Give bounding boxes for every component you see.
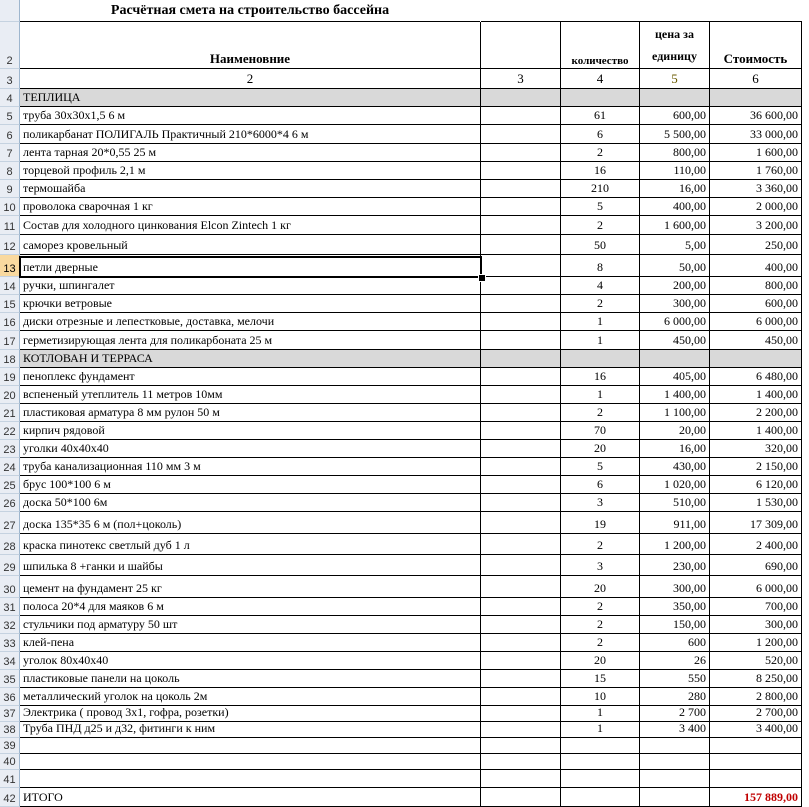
cell-quantity[interactable]: 6 bbox=[561, 125, 640, 144]
cell-unit-price[interactable]: 6 000,00 bbox=[640, 313, 710, 331]
cell-cost[interactable]: 1 400,00 bbox=[710, 422, 802, 440]
cell-quantity[interactable]: 2 bbox=[561, 634, 640, 652]
cell-quantity[interactable]: 20 bbox=[561, 576, 640, 598]
cell-cost[interactable]: 320,00 bbox=[710, 440, 802, 458]
cell-quantity[interactable]: 16 bbox=[561, 162, 640, 180]
col-number-b[interactable]: 3 bbox=[481, 69, 561, 89]
cell-cost[interactable]: 3 200,00 bbox=[710, 216, 802, 235]
cell-cost[interactable]: 520,00 bbox=[710, 652, 802, 670]
cell-quantity[interactable]: 1 bbox=[561, 722, 640, 738]
cell-name[interactable]: петли дверные bbox=[20, 255, 481, 277]
row-header[interactable]: 16 bbox=[0, 313, 20, 331]
cell-name[interactable] bbox=[20, 754, 481, 770]
row-header[interactable]: 12 bbox=[0, 235, 20, 255]
cell-col-b[interactable] bbox=[481, 295, 561, 313]
cell-quantity[interactable] bbox=[561, 738, 640, 754]
column-number-row bbox=[0, 69, 809, 89]
row-header[interactable]: 31 bbox=[0, 598, 20, 616]
header-quantity[interactable]: количество bbox=[561, 22, 640, 69]
cell-unit-price[interactable]: 911,00 bbox=[640, 512, 710, 534]
cell-unit-price[interactable]: 550 bbox=[640, 670, 710, 688]
row-header[interactable]: 18 bbox=[0, 350, 20, 368]
row-header[interactable]: 26 bbox=[0, 494, 20, 512]
cell-name[interactable]: крючки ветровые bbox=[20, 295, 481, 313]
table-row bbox=[0, 295, 809, 313]
cell-col-b[interactable] bbox=[481, 770, 561, 788]
table-row bbox=[0, 722, 809, 738]
row-header[interactable]: 17 bbox=[0, 331, 20, 350]
header-unit-price[interactable]: цена за единицу bbox=[640, 22, 710, 69]
cell-quantity[interactable]: 15 bbox=[561, 670, 640, 688]
cell-cost[interactable]: 690,00 bbox=[710, 555, 802, 576]
cell-col-b[interactable] bbox=[481, 107, 561, 125]
cell-col-b[interactable] bbox=[481, 180, 561, 198]
cell-quantity[interactable]: 16 bbox=[561, 368, 640, 386]
cell-quantity[interactable]: 70 bbox=[561, 422, 640, 440]
table-row bbox=[0, 216, 809, 235]
cell-name[interactable]: уголки 40х40х40 bbox=[20, 440, 481, 458]
cell-col-b[interactable] bbox=[481, 670, 561, 688]
title-row bbox=[0, 0, 809, 22]
table-row bbox=[0, 331, 809, 350]
cell-name[interactable]: герметизирующая лента для поликарбоната 25 м bbox=[20, 331, 481, 350]
cell-col-b[interactable] bbox=[481, 788, 561, 807]
section-row bbox=[0, 350, 809, 368]
cell-quantity[interactable]: 2 bbox=[561, 534, 640, 555]
table-row bbox=[0, 512, 809, 534]
header-col-b[interactable] bbox=[481, 22, 561, 69]
row-header[interactable]: 42 bbox=[0, 788, 20, 807]
row-header[interactable]: 33 bbox=[0, 634, 20, 652]
cell-cost[interactable] bbox=[710, 350, 802, 368]
row-header[interactable]: 9 bbox=[0, 180, 20, 198]
table-row bbox=[0, 476, 809, 494]
cell-unit-price[interactable]: 200,00 bbox=[640, 277, 710, 295]
cell-unit-price[interactable] bbox=[640, 350, 710, 368]
cell-cost[interactable]: 157 889,00 bbox=[710, 788, 802, 807]
cell-name[interactable]: доска 50*100 6м bbox=[20, 494, 481, 512]
table-row bbox=[0, 198, 809, 216]
cell-col-b[interactable] bbox=[481, 386, 561, 404]
cell-quantity[interactable]: 6 bbox=[561, 476, 640, 494]
row-header-3[interactable]: 3 bbox=[0, 69, 20, 89]
cell-cost[interactable]: 250,00 bbox=[710, 235, 802, 255]
cell-quantity[interactable]: 20 bbox=[561, 440, 640, 458]
cell-cost[interactable]: 1 530,00 bbox=[710, 494, 802, 512]
cell-cost[interactable]: 6 000,00 bbox=[710, 576, 802, 598]
table-row bbox=[0, 313, 809, 331]
cell-col-b[interactable] bbox=[481, 634, 561, 652]
cell-quantity[interactable]: 1 bbox=[561, 706, 640, 722]
row-header[interactable]: 38 bbox=[0, 722, 20, 738]
cell-col-b[interactable] bbox=[481, 738, 561, 754]
cell-quantity[interactable] bbox=[561, 350, 640, 368]
cell-name[interactable]: саморез кровельный bbox=[20, 235, 481, 255]
col-number-e[interactable]: 6 bbox=[710, 69, 802, 89]
row-header[interactable]: 20 bbox=[0, 386, 20, 404]
cell-unit-price[interactable]: 405,00 bbox=[640, 368, 710, 386]
cell-name[interactable]: торцевой профиль 2,1 м bbox=[20, 162, 481, 180]
cell-col-b[interactable] bbox=[481, 144, 561, 162]
cell-col-b[interactable] bbox=[481, 331, 561, 350]
cell-col-b[interactable] bbox=[481, 162, 561, 180]
table-row bbox=[0, 107, 809, 125]
cell-name[interactable] bbox=[20, 770, 481, 788]
cell-name[interactable]: стульчики под арматуру 50 шт bbox=[20, 616, 481, 634]
cell-unit-price[interactable]: 230,00 bbox=[640, 555, 710, 576]
cell-d1[interactable] bbox=[640, 0, 710, 22]
cell-cost[interactable]: 6 480,00 bbox=[710, 368, 802, 386]
cell-col-b[interactable] bbox=[481, 652, 561, 670]
cell-unit-price[interactable]: 300,00 bbox=[640, 576, 710, 598]
cell-cost[interactable] bbox=[710, 89, 802, 107]
table-row bbox=[0, 144, 809, 162]
col-number-a[interactable]: 2 bbox=[20, 69, 481, 89]
header-name[interactable]: Наименовние bbox=[20, 22, 481, 69]
cell-col-b[interactable] bbox=[481, 350, 561, 368]
cell-cost[interactable]: 3 360,00 bbox=[710, 180, 802, 198]
row-header[interactable]: 15 bbox=[0, 295, 20, 313]
cell-unit-price[interactable]: 150,00 bbox=[640, 616, 710, 634]
cell-cost[interactable]: 8 250,00 bbox=[710, 670, 802, 688]
cell-name[interactable]: уголок 80х40х40 bbox=[20, 652, 481, 670]
cell-name[interactable]: труба 30х30х1,5 6 м bbox=[20, 107, 481, 125]
row-header[interactable]: 8 bbox=[0, 162, 20, 180]
cell-col-b[interactable] bbox=[481, 368, 561, 386]
table-row bbox=[0, 162, 809, 180]
table-row bbox=[0, 706, 809, 722]
cell-name[interactable]: Труба ПНД д25 и д32, фитинги к ним bbox=[20, 722, 481, 738]
row-header[interactable]: 7 bbox=[0, 144, 20, 162]
row-header[interactable]: 11 bbox=[0, 216, 20, 235]
cell-unit-price[interactable]: 400,00 bbox=[640, 198, 710, 216]
table-row bbox=[0, 670, 809, 688]
cell-quantity[interactable]: 2 bbox=[561, 295, 640, 313]
cell-col-b[interactable] bbox=[481, 458, 561, 476]
cell-cost[interactable]: 2 400,00 bbox=[710, 534, 802, 555]
table-row bbox=[0, 440, 809, 458]
cell-cost[interactable]: 2 150,00 bbox=[710, 458, 802, 476]
section-row bbox=[0, 89, 809, 107]
cell-cost[interactable]: 2 700,00 bbox=[710, 706, 802, 722]
row-header[interactable]: 39 bbox=[0, 738, 20, 754]
cell-name[interactable]: клей-пена bbox=[20, 634, 481, 652]
table-row bbox=[0, 494, 809, 512]
row-header[interactable]: 14 bbox=[0, 277, 20, 295]
sheet-title[interactable]: Расчётная смета на строительство бассейна bbox=[20, 0, 480, 22]
cell-unit-price[interactable]: 16,00 bbox=[640, 180, 710, 198]
table-row bbox=[0, 235, 809, 255]
cell-name[interactable]: поликарбанат ПОЛИГАЛЬ Практичный 210*6000*4 6 м bbox=[20, 125, 481, 144]
cell-quantity[interactable]: 1 bbox=[561, 386, 640, 404]
cell-unit-price[interactable]: 1 200,00 bbox=[640, 534, 710, 555]
cell-col-b[interactable] bbox=[481, 688, 561, 706]
cell-cost[interactable]: 2 200,00 bbox=[710, 404, 802, 422]
cell-name[interactable]: кирпич рядовой bbox=[20, 422, 481, 440]
cell-quantity[interactable]: 10 bbox=[561, 688, 640, 706]
cell-unit-price[interactable] bbox=[640, 738, 710, 754]
cell-quantity[interactable]: 210 bbox=[561, 180, 640, 198]
cell-unit-price[interactable]: 20,00 bbox=[640, 422, 710, 440]
cell-cost[interactable]: 1 600,00 bbox=[710, 144, 802, 162]
cell-unit-price[interactable]: 430,00 bbox=[640, 458, 710, 476]
table-row bbox=[0, 180, 809, 198]
cell-quantity[interactable] bbox=[561, 788, 640, 807]
row-header-2[interactable]: 2 bbox=[0, 22, 20, 69]
row-header[interactable]: 4 bbox=[0, 89, 20, 107]
cell-quantity[interactable]: 20 bbox=[561, 652, 640, 670]
cell-quantity[interactable]: 3 bbox=[561, 494, 640, 512]
cell-col-b[interactable] bbox=[481, 235, 561, 255]
cell-quantity[interactable]: 5 bbox=[561, 458, 640, 476]
cell-name[interactable]: ТЕПЛИЦА bbox=[20, 89, 481, 107]
cell-c1[interactable] bbox=[561, 0, 640, 22]
row-header[interactable]: 13 bbox=[0, 255, 20, 277]
header-cost[interactable]: Стоимость bbox=[710, 22, 802, 69]
table-row bbox=[0, 598, 809, 616]
cell-quantity[interactable] bbox=[561, 89, 640, 107]
cell-name[interactable]: проволока сварочная 1 кг bbox=[20, 198, 481, 216]
cell-cost[interactable]: 17 309,00 bbox=[710, 512, 802, 534]
cell-name[interactable]: КОТЛОВАН И ТЕРРАСА bbox=[20, 350, 481, 368]
row-header[interactable]: 28 bbox=[0, 534, 20, 555]
cell-col-b[interactable] bbox=[481, 598, 561, 616]
cell-cost[interactable]: 2 800,00 bbox=[710, 688, 802, 706]
row-header[interactable]: 30 bbox=[0, 576, 20, 598]
cell-unit-price[interactable] bbox=[640, 788, 710, 807]
cell-unit-price[interactable] bbox=[640, 770, 710, 788]
cell-name[interactable]: цемент на фундамент 25 кг bbox=[20, 576, 481, 598]
row-header[interactable]: 19 bbox=[0, 368, 20, 386]
cell-unit-price[interactable]: 1 400,00 bbox=[640, 386, 710, 404]
cell-cost[interactable] bbox=[710, 770, 802, 788]
cell-unit-price[interactable]: 26 bbox=[640, 652, 710, 670]
cell-cost[interactable]: 33 000,00 bbox=[710, 125, 802, 144]
row-header[interactable]: 25 bbox=[0, 476, 20, 494]
cell-unit-price[interactable]: 1 020,00 bbox=[640, 476, 710, 494]
cell-quantity[interactable]: 2 bbox=[561, 616, 640, 634]
row-header-1[interactable] bbox=[0, 0, 20, 22]
cell-unit-price[interactable]: 5 500,00 bbox=[640, 125, 710, 144]
row-header[interactable]: 6 bbox=[0, 125, 20, 144]
cell-e1[interactable] bbox=[710, 0, 802, 22]
row-header[interactable]: 32 bbox=[0, 616, 20, 634]
cell-name[interactable]: термошайба bbox=[20, 180, 481, 198]
cell-unit-price[interactable]: 800,00 bbox=[640, 144, 710, 162]
cell-unit-price[interactable]: 600 bbox=[640, 634, 710, 652]
cell-cost[interactable]: 2 000,00 bbox=[710, 198, 802, 216]
cell-quantity[interactable]: 2 bbox=[561, 144, 640, 162]
cell-col-b[interactable] bbox=[481, 616, 561, 634]
cell-unit-price[interactable]: 600,00 bbox=[640, 107, 710, 125]
cell-col-b[interactable] bbox=[481, 722, 561, 738]
table-row bbox=[0, 652, 809, 670]
table-row bbox=[0, 386, 809, 404]
cell-name[interactable]: ручки, шпингалет bbox=[20, 277, 481, 295]
cell-cost[interactable]: 450,00 bbox=[710, 331, 802, 350]
cell-name[interactable]: пластиковая арматура 8 мм рулон 50 м bbox=[20, 404, 481, 422]
cell-cost[interactable]: 1 200,00 bbox=[710, 634, 802, 652]
cell-b1[interactable] bbox=[481, 0, 561, 22]
table-row bbox=[0, 125, 809, 144]
cell-col-b[interactable] bbox=[481, 255, 561, 277]
cell-unit-price[interactable]: 300,00 bbox=[640, 295, 710, 313]
cell-quantity[interactable]: 19 bbox=[561, 512, 640, 534]
cell-col-b[interactable] bbox=[481, 576, 561, 598]
cell-col-b[interactable] bbox=[481, 422, 561, 440]
row-header[interactable]: 37 bbox=[0, 706, 20, 722]
cell-col-b[interactable] bbox=[481, 706, 561, 722]
cell-cost[interactable] bbox=[710, 738, 802, 754]
cell-name[interactable]: диски отрезные и лепестковые, доставка, мелочи bbox=[20, 313, 481, 331]
cell-col-b[interactable] bbox=[481, 512, 561, 534]
cell-cost[interactable]: 1 400,00 bbox=[710, 386, 802, 404]
row-header[interactable]: 21 bbox=[0, 404, 20, 422]
cell-unit-price[interactable]: 5,00 bbox=[640, 235, 710, 255]
cell-quantity[interactable]: 4 bbox=[561, 277, 640, 295]
cell-quantity[interactable] bbox=[561, 754, 640, 770]
cell-quantity[interactable]: 2 bbox=[561, 216, 640, 235]
cell-cost[interactable]: 300,00 bbox=[710, 616, 802, 634]
cell-name[interactable]: металлический уголок на цоколь 2м bbox=[20, 688, 481, 706]
cell-name[interactable]: полоса 20*4 для маяков 6 м bbox=[20, 598, 481, 616]
cell-col-b[interactable] bbox=[481, 404, 561, 422]
cell-cost[interactable]: 36 600,00 bbox=[710, 107, 802, 125]
row-header[interactable]: 29 bbox=[0, 555, 20, 576]
table-row bbox=[0, 770, 809, 788]
cell-name[interactable] bbox=[20, 738, 481, 754]
cell-quantity[interactable]: 2 bbox=[561, 404, 640, 422]
table-row bbox=[0, 634, 809, 652]
cell-col-b[interactable] bbox=[481, 555, 561, 576]
row-header[interactable]: 36 bbox=[0, 688, 20, 706]
cell-quantity[interactable]: 1 bbox=[561, 331, 640, 350]
table-row bbox=[0, 404, 809, 422]
cell-col-b[interactable] bbox=[481, 754, 561, 770]
table-row bbox=[0, 458, 809, 476]
row-header[interactable]: 10 bbox=[0, 198, 20, 216]
row-header[interactable]: 35 bbox=[0, 670, 20, 688]
cell-cost[interactable]: 700,00 bbox=[710, 598, 802, 616]
row-header[interactable]: 22 bbox=[0, 422, 20, 440]
cell-col-b[interactable] bbox=[481, 494, 561, 512]
cell-name[interactable]: вспененый утеплитель 11 метров 10мм bbox=[20, 386, 481, 404]
row-header[interactable]: 24 bbox=[0, 458, 20, 476]
cell-col-b[interactable] bbox=[481, 534, 561, 555]
cell-cost[interactable]: 600,00 bbox=[710, 295, 802, 313]
cell-cost[interactable]: 6 000,00 bbox=[710, 313, 802, 331]
cell-unit-price[interactable]: 510,00 bbox=[640, 494, 710, 512]
table-row bbox=[0, 555, 809, 576]
cell-col-b[interactable] bbox=[481, 89, 561, 107]
table-row bbox=[0, 368, 809, 386]
table-row bbox=[0, 576, 809, 598]
cell-col-b[interactable] bbox=[481, 198, 561, 216]
cell-name[interactable]: лента тарная 20*0,55 25 м bbox=[20, 144, 481, 162]
cell-name[interactable]: труба канализационная 110 мм 3 м bbox=[20, 458, 481, 476]
cell-col-b[interactable] bbox=[481, 440, 561, 458]
cell-name[interactable]: пеноплекс фундамент bbox=[20, 368, 481, 386]
cell-quantity[interactable]: 5 bbox=[561, 198, 640, 216]
cell-col-b[interactable] bbox=[481, 216, 561, 235]
cell-name[interactable]: шпилька 8 +ганки и шайбы bbox=[20, 555, 481, 576]
right-margin bbox=[802, 0, 809, 800]
cell-name[interactable]: Электрика ( провод 3х1, гофра, розетки) bbox=[20, 706, 481, 722]
row-header[interactable]: 40 bbox=[0, 754, 20, 770]
cell-cost[interactable]: 1 760,00 bbox=[710, 162, 802, 180]
cell-name[interactable]: ИТОГО bbox=[20, 788, 481, 807]
cell-unit-price[interactable]: 280 bbox=[640, 688, 710, 706]
cell-cost[interactable]: 800,00 bbox=[710, 277, 802, 295]
cell-unit-price[interactable]: 2 700 bbox=[640, 706, 710, 722]
cell-quantity[interactable]: 50 bbox=[561, 235, 640, 255]
cell-col-b[interactable] bbox=[481, 277, 561, 295]
table-row bbox=[0, 688, 809, 706]
cell-col-b[interactable] bbox=[481, 313, 561, 331]
fill-handle[interactable] bbox=[478, 274, 486, 282]
cell-unit-price[interactable]: 350,00 bbox=[640, 598, 710, 616]
table-row bbox=[0, 422, 809, 440]
cell-cost[interactable]: 400,00 bbox=[710, 255, 802, 277]
cell-cost[interactable]: 3 400,00 bbox=[710, 722, 802, 738]
row-header[interactable]: 34 bbox=[0, 652, 20, 670]
cell-quantity[interactable]: 8 bbox=[561, 255, 640, 277]
total-row bbox=[0, 788, 809, 807]
row-header[interactable]: 41 bbox=[0, 770, 20, 788]
col-number-d[interactable]: 5 bbox=[640, 69, 710, 89]
table-row bbox=[0, 255, 809, 277]
table-row bbox=[0, 534, 809, 555]
cell-unit-price[interactable]: 1 600,00 bbox=[640, 216, 710, 235]
col-number-c[interactable]: 4 bbox=[561, 69, 640, 89]
cell-unit-price[interactable]: 1 100,00 bbox=[640, 404, 710, 422]
header-row bbox=[0, 22, 809, 69]
row-header[interactable]: 27 bbox=[0, 512, 20, 534]
cell-unit-price[interactable] bbox=[640, 754, 710, 770]
cell-name[interactable]: краска пинотекс светлый дуб 1 л bbox=[20, 534, 481, 555]
cell-cost[interactable]: 6 120,00 bbox=[710, 476, 802, 494]
cell-unit-price[interactable]: 450,00 bbox=[640, 331, 710, 350]
cell-quantity[interactable]: 61 bbox=[561, 107, 640, 125]
table-row bbox=[0, 738, 809, 754]
cell-quantity[interactable]: 3 bbox=[561, 555, 640, 576]
cell-name[interactable]: Состав для холодного цинкования Elcon Zintech 1 кг bbox=[20, 216, 481, 235]
cell-quantity[interactable]: 2 bbox=[561, 598, 640, 616]
cell-col-b[interactable] bbox=[481, 476, 561, 494]
table-row bbox=[0, 277, 809, 295]
cell-quantity[interactable]: 1 bbox=[561, 313, 640, 331]
row-header[interactable]: 5 bbox=[0, 107, 20, 125]
cell-unit-price[interactable]: 3 400 bbox=[640, 722, 710, 738]
cell-col-b[interactable] bbox=[481, 125, 561, 144]
table-row bbox=[0, 754, 809, 770]
cell-unit-price[interactable]: 110,00 bbox=[640, 162, 710, 180]
cell-name[interactable]: пластиковые панели на цоколь bbox=[20, 670, 481, 688]
cell-unit-price[interactable] bbox=[640, 89, 710, 107]
cell-quantity[interactable] bbox=[561, 770, 640, 788]
cell-name[interactable]: брус 100*100 6 м bbox=[20, 476, 481, 494]
cell-unit-price[interactable]: 50,00 bbox=[640, 255, 710, 277]
cell-name[interactable]: доска 135*35 6 м (пол+цоколь) bbox=[20, 512, 481, 534]
cell-cost[interactable] bbox=[710, 754, 802, 770]
table-row bbox=[0, 616, 809, 634]
row-header[interactable]: 23 bbox=[0, 440, 20, 458]
cell-unit-price[interactable]: 16,00 bbox=[640, 440, 710, 458]
